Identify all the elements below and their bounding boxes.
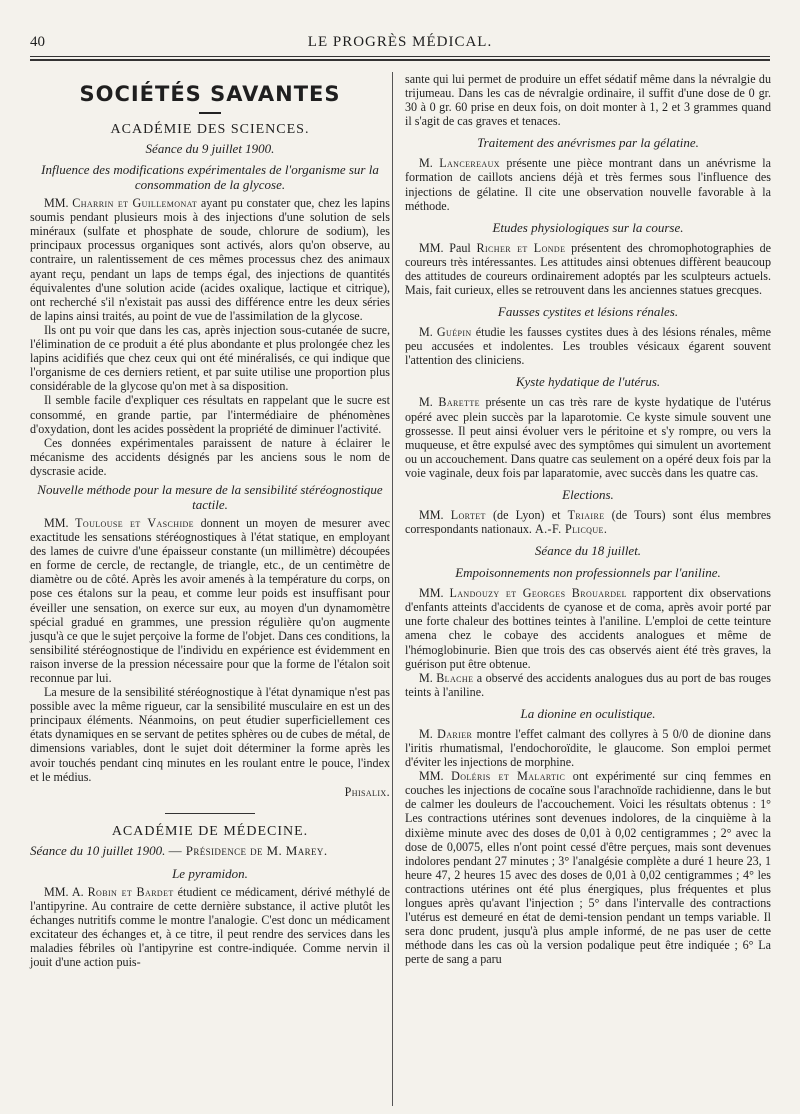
paragraph-lead: M. — [419, 156, 433, 171]
paragraph-lead: M. — [419, 395, 433, 410]
paragraph — [30, 885, 390, 970]
paragraph-lead: M. — [419, 726, 433, 741]
paragraph — [405, 395, 771, 480]
paragraph: La mesure de la sensibilité stéréognostique à l'état dynamique n'est pas possible avec la même rigueur, car la sensibilité musculaire en est un des principaux éléments. Néanmoins, on peut étudier superficiellement ces états dynamiques en se servant de petites sphères ou de cubes de métal, de dimensions variables, dont le sujet doit déterminer la forme après les avoir touchés pendant cinq minutes en les roulant entre le pouce, l'index et le médius. — [30, 685, 390, 784]
topic-heading-aniline: Empoisonnements non professionnels par l'aniline. — [455, 565, 721, 581]
paragraph-lead: M. — [419, 670, 433, 685]
left-column — [30, 70, 390, 970]
paragraph-text: donnent un moyen de mesurer avec exactitude les sensations stéréognostiques à l'état statique, en employant des lames de cuivre d'une épaisseur constante (un millimètre) découpées en forme de cercle, de rectangle, de triangle, etc., de un centimètre de diamètre ou de côté. Après les avoir amenés à la température du corps, on pose ces étalons sur la peau, et comme leur poids est insuffisant pour éveiller une sensation, on exerce sur eux, au moyen d'un dynamomètre spécial gradué en grammes, une pression régulière qu'on augmente jusqu'à ce que le sujet perçoive la forme de l'objet. Dans ces conditions, la sensibilité stéréognostique de l'individu en expérience est évidemment en raison inverse de la pression nécessaire pour que la forme de l'étalon soit reconnue par lui. — [30, 515, 390, 685]
section-separator — [165, 813, 255, 814]
journal-title: LE PROGRÈS MÉDICAL. — [307, 34, 493, 50]
page-header — [30, 30, 770, 56]
topic-heading-pyramidon: Le pyramidon. — [172, 865, 248, 881]
paragraph-lead: MM. Paul — [419, 240, 471, 255]
paragraph-text: présente une pièce montrant dans un anévrisme la formation de caillots anciens déjà et très fermes sous l'influence des injections de gélatine. Il cite une observation nouvelle favorable à la méthode. — [405, 156, 771, 213]
author-names: Landouzy et Georges Brouardel — [449, 586, 627, 601]
paragraph-lead: MM. — [44, 515, 69, 530]
paragraph-lead: MM. A. — [44, 884, 84, 899]
topic-heading-glycose: Influence des modifications expérimentales de l'organisme sur la consommation de la glycose. — [41, 162, 379, 193]
header-rule-thin — [30, 56, 770, 57]
paragraph-lead: M. — [419, 325, 433, 340]
section-main-title: SOCIÉTÉS SAVANTES — [79, 82, 341, 106]
paragraph: Ces données expérimentales paraissent de nature à éclairer le mécanisme des accidents désignés par les anciens sous le nom de dyscrasie acide. — [30, 435, 390, 478]
paragraph — [30, 516, 390, 685]
author-names: Robin et Bardet — [87, 884, 174, 899]
paragraph — [405, 241, 771, 297]
paragraph-text: (de Lyon) et — [493, 507, 561, 522]
paragraph — [405, 671, 771, 699]
signature: A.-F. Plicque. — [534, 522, 608, 537]
signature: Phisalix. — [344, 784, 390, 799]
paragraph-lead: MM. — [419, 769, 444, 784]
paragraph — [405, 727, 771, 769]
title-dash — [199, 112, 221, 114]
paragraph — [405, 769, 771, 966]
paragraph-text: étudie les fausses cystites dues à des lésions rénales, même peu accusées et indolentes. Les troubles vésicaux égarent souvent l'attention des cliniciens. — [405, 325, 772, 368]
paragraph: Ils ont pu voir que dans les cas, après injection sous-cutanée de sucre, l'élimination de ce produit a été plus abondante et plus prolongée chez les lapins acidifiés que chez ceux qui ont été minéralisés, ce qui indique que l'organisme de ces derniers retient, et par suite utilise une proportion plus considérable de la glycose qu'on met à sa disposition. — [30, 322, 390, 394]
topic-heading-gelatine: Traitement des anévrismes par la gélatine. — [477, 135, 699, 151]
topic-heading-dionine: La dionine en oculistique. — [520, 705, 656, 721]
header-rule-thick — [30, 59, 770, 61]
session-date: Séance du 10 juillet 1900. — [30, 842, 166, 858]
paragraph-text: ont expérimenté sur cinq femmes en couches les injections de cocaïne sous l'arachnoïde rachidienne, dans le but de calmer les douleurs de l'accouchement. Voici les résultats obtenus : 1° Les contractions utérines sont devenues indolores, de la cinquième à la dixième minute avec des doses de 0,01 à 0,02 centigrammes ; 2° avec la dose de 0,0075, elles n'ont point cessé d'être perçues, mais sont devenues indolores pendant 27 minutes ; 3° l'analgésie complète a duré 1 heure 23, 1 heure 47, 2 heures 15 avec des doses de 0,01 à 0,02 centigrammes ; 4° les contractions utérines ont été plus énergiques, plus fréquentes et plus longues après qu'avant l'injection ; 5° dans l'intervalle des contractions l'utérus est demeuré en état de demi-tension pendant un temps variable. Il sera donc prudent, jusqu'à plus ample informé, de ne pas user de cette méthode dans les cas où la version podalique peut être indiquée ; 6° La perte de sang a paru — [405, 769, 771, 967]
column-divider — [392, 72, 393, 1106]
paragraph — [405, 586, 771, 671]
author-names: Barette — [438, 395, 480, 410]
author-names: Blache — [436, 670, 474, 685]
paragraph-text: a observé des accidents analogues dus au port de bas rouges teints à l'aniline. — [405, 670, 772, 699]
session-presidence: — Présidence de M. Marey. — [168, 842, 328, 858]
academy-sciences-heading: ACADÉMIE DES SCIENCES. — [110, 122, 310, 137]
paragraph — [405, 156, 771, 212]
paragraph-text: montre l'effet calmant des collyres à 5 0/0 de dionine dans l'iritis rhumatismal, l'endochoroïdite, le glaucome. Son emploi permet d'éviter les injections de morphine. — [405, 726, 771, 770]
paragraph — [405, 325, 771, 367]
session-date-heading: Séance du 9 juillet 1900. — [145, 141, 275, 156]
topic-heading-kyste: Kyste hydatique de l'utérus. — [515, 374, 661, 390]
author-names: Guépin — [436, 325, 472, 340]
paragraph-text: présentent des chromophotographies de coureurs très intéressantes. Les attitudes ainsi obtenues diffèrent beaucoup des attitudes de coureurs ordinairement adoptés par les sculpteurs actuels. Mais, fait curieux, elles se retrouvent dans les anciennes statues grecques. — [405, 240, 772, 298]
session-date-heading: Séance du 18 juillet. — [534, 543, 642, 559]
paragraph-text: ayant pu constater que, chez les lapins soumis pendant plusieurs mois à des injections d'une solution de sels minéraux (sulfate et phosphate de soude, chlorure de sodium), les principaux processus organiques sont activés, alors qu'on observe, au contraire, un ralentissement de ces mêmes processus chez des animaux ayant reçu, pendant un laps de temps égal, des injections de quantités équivalentes d'une solution acide (acides oxalique, lactique et citrique), ont recherché s'il n'existait pas aussi des différence entre les deux séries de lapins ainsi traités, au point de vue de l'assimilation de la glycose. — [30, 196, 390, 323]
author-names: Toulouse et Vaschide — [75, 515, 194, 530]
paragraph-text: présente un cas très rare de kyste hydatique de l'utérus opéré avec plein succès par la laparotomie. Ce kyste simule souvent une grossesse. Il peut ainsi évoluer vers le péritoine et s'y rompre, ou vers la muqueuse, et être expulsé avec des symptômes qui simulent un avortement ou un accouchement. Dans quatre cas seulement on a opéré deux fois par la voie vaginale, deux fois par laparatomie, avec succès dans les quatre cas. — [405, 395, 771, 480]
author-names: Lancereaux — [439, 156, 500, 171]
author-names: Doléris et Malartic — [451, 769, 566, 784]
author-names: Darier — [437, 726, 473, 741]
paragraph — [30, 196, 390, 323]
paragraph — [405, 508, 771, 536]
session-heading-medicine — [30, 844, 390, 858]
paragraph: Il semble facile d'expliquer ces résultats en rappelant que le sucre est consommé, en grande partie, par l'intermédiaire de phénomènes d'oxydation, dont les acides possèdent la propriété de diminuer l'activité. — [30, 393, 390, 436]
paragraph-lead: MM. — [419, 507, 444, 522]
author-names: Charrin et Guillemonat — [72, 196, 198, 211]
author-names: Lortet — [450, 507, 486, 522]
paragraph-text: étudient ce médicament, dérivé méthylé de l'antipyrine. Au contraire de cette dernière substance, il active plutôt les échanges nutritifs comme le montre l'analogie. C'est donc un médicament excitateur des échanges et, à ce titre, il peut rendre des services dans les maladies fébriles où l'antipyrine est contre-indiquée. Comme nervin il jouit d'une action puis- — [30, 884, 390, 970]
topic-heading-course: Etudes physiologiques sur la course. — [492, 219, 684, 235]
paragraph-text: (de Tours) sont élus membres correspondants nationaux. — [405, 507, 771, 537]
paragraph: sante qui lui permet de produire un effet sédatif même dans la névralgie du trijumeau. Dans les cas de névralgie ordinaire, il suffit d'une dose de 0 gr. 30 à 0 gr. 60 prise en deux fois, on doit monter à 1, 2 et 3 grammes quand il s'agit de cas graves et tenaces. — [405, 72, 771, 129]
topic-heading-cystites: Fausses cystites et lésions rénales. — [497, 304, 679, 320]
paragraph-lead: MM. — [419, 586, 444, 601]
paragraph-text: rapportent dix observations d'enfants atteints d'accidents de cyanose et de coma, après avoir porté par une forte chaleur des bottines teintes à l'aniline. L'emploi de cette teinture amena chez le cobaye des accidents analogues et même de l'hémoglobinurie. Bien que trois des cas observés aient été très graves, la guérison put être obtenue. — [405, 586, 771, 671]
right-column — [405, 72, 771, 967]
page-number: 40 — [30, 34, 45, 50]
topic-heading-stereognostic: Nouvelle méthode pour la mesure de la sensibilité stéréognostique tactile. — [37, 481, 383, 512]
topic-heading-elections: Elections. — [562, 486, 614, 502]
author-names: Triaire — [567, 507, 605, 522]
paragraph-lead: MM. — [44, 196, 69, 211]
academy-medicine-heading: ACADÉMIE DE MÉDECINE. — [111, 823, 309, 839]
author-names: Richer et Londe — [476, 240, 566, 255]
